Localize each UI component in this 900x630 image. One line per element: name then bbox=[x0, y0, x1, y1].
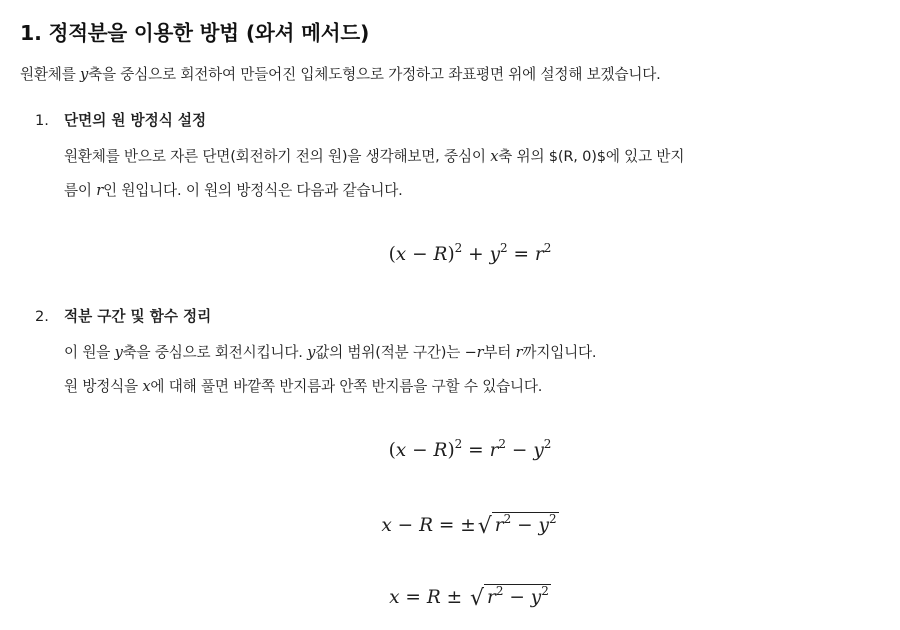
item-2-line-1-var-2: y bbox=[307, 344, 316, 361]
item-1-number: 1. bbox=[35, 112, 49, 129]
item-1-line-2-variable: r bbox=[96, 182, 104, 199]
intro-text-after: 축을 중심으로 회전하여 만들어진 입체도형으로 가정하고 좌표평면 위에 설정해 보겠습니다. bbox=[88, 66, 661, 83]
item-2-number: 2. bbox=[35, 308, 49, 325]
intro-paragraph bbox=[20, 64, 661, 86]
item-2-line-1-var-4: r bbox=[515, 344, 523, 361]
square-root-symbol: √ $r^2 - y^2$ bbox=[477, 512, 557, 539]
item-2-line-1-text-a: 이 원을 bbox=[64, 344, 115, 361]
item-2-line-1-var-3: −r bbox=[464, 344, 484, 361]
equation-square-root: x − R = ±√ $r^2 - y^2$ bbox=[381, 512, 557, 539]
item-1-line-1-variable: x bbox=[490, 148, 499, 165]
item-2-title: 적분 구간 및 함수 정리 bbox=[64, 308, 212, 325]
item-1-title: 단면의 원 방정식 설정 bbox=[64, 112, 207, 129]
item-2-line-1-text-c: 값의 범위(적분 구간)는 bbox=[315, 344, 465, 361]
equation-rearranged: $(x - R)^2 = r^2 - y^2$ bbox=[388, 437, 552, 461]
item-2-line-1-var-1: y bbox=[114, 344, 123, 361]
item-2-line-1-text-d: 부터 bbox=[483, 344, 516, 361]
item-1-line-2-text-a: 름이 bbox=[64, 182, 97, 199]
intro-variable: y bbox=[80, 66, 89, 83]
intro-text-before: 원환체를 bbox=[20, 66, 81, 83]
item-1-line-1-text-b: 축 위의 $(R, 0)$에 있고 반지 bbox=[498, 148, 685, 165]
item-2-line-1-text-e: 까지입니다. bbox=[522, 344, 597, 361]
item-1-line-2-text-b: 인 원입니다. 이 원의 방정식은 다음과 같습니다. bbox=[103, 182, 403, 199]
item-1-line-1-text-a: 원환체를 반으로 자른 단면(회전하기 전의 원)을 생각해보면, 중심이 bbox=[64, 148, 491, 165]
item-2-line-1-text-b: 축을 중심으로 회전시킵니다. bbox=[122, 344, 308, 361]
equation-solved-x: x = R ± √ $r^2 - y^2$ bbox=[389, 584, 549, 611]
item-2-line-2-text-a: 원 방정식을 bbox=[64, 378, 143, 395]
item-2-line-2 bbox=[64, 376, 542, 398]
item-1-line-2 bbox=[64, 180, 403, 202]
square-root-symbol: √ $r^2 - y^2$ bbox=[470, 584, 549, 611]
item-2-line-2-text-b: 에 대해 풀면 바깥쪽 반지름과 안쪽 반지름을 구할 수 있습니다. bbox=[150, 378, 543, 395]
section-heading: 1. 정적분을 이용한 방법 (와셔 메서드) bbox=[20, 21, 370, 45]
item-2-line-2-variable: x bbox=[142, 378, 151, 395]
equation-circle: $(x - R)^2 + y^2 = r^2$ bbox=[388, 241, 552, 265]
item-2-line-1 bbox=[64, 342, 596, 364]
item-1-line-1 bbox=[64, 146, 684, 168]
